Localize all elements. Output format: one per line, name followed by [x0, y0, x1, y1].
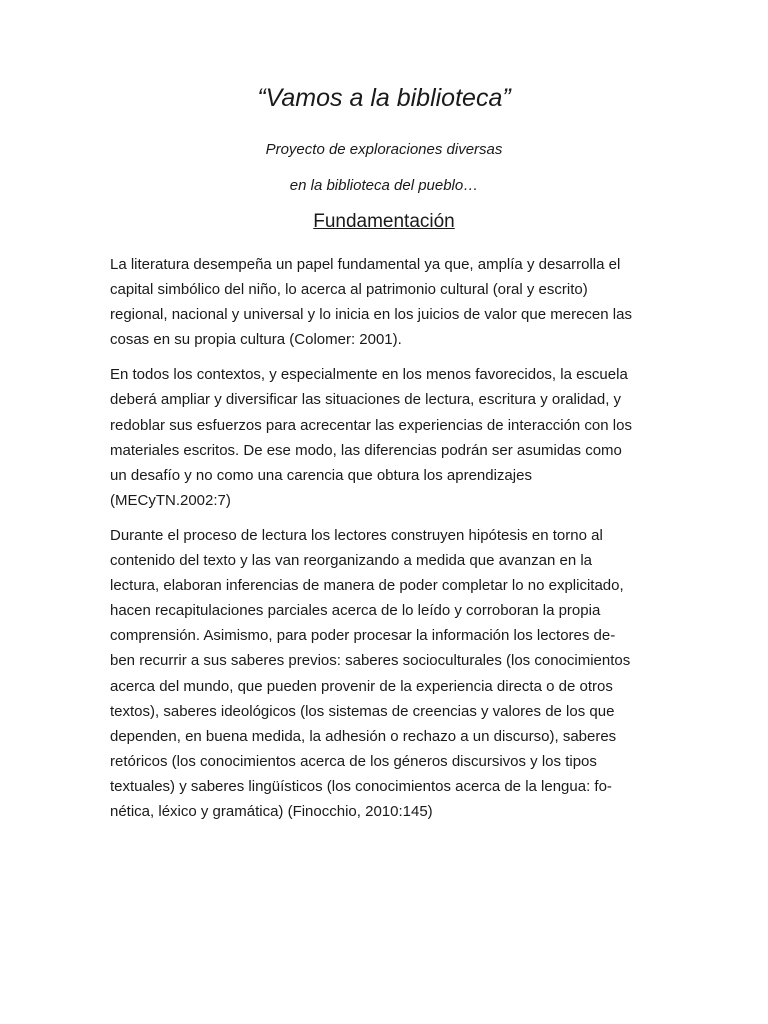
paragraph-line: nética, léxico y gramática) (Finocchio, 2010:145) — [110, 802, 433, 820]
document-body — [110, 252, 655, 834]
paragraph-line: Durante el proceso de lectura los lectores construyen hipótesis en torno al — [110, 526, 603, 544]
paragraph-line: dependen, en buena medida, la adhesión o rechazo a un discurso), saberes — [110, 727, 617, 745]
paragraph-line: materiales escritos. De ese modo, las diferencias podrán ser asumidas como — [110, 441, 622, 459]
paragraph-line: capital simbólico del niño, lo acerca al patrimonio cultural (oral y escrito) — [110, 281, 588, 299]
paragraph-line: hacen recapitulaciones parciales acerca de lo leído y corroboran la propia — [110, 602, 601, 620]
paragraph-line: La literatura desempeña un papel fundamental ya que, amplía y desarrolla el — [110, 256, 621, 273]
paragraph-line: comprensión. Asimismo, para poder procesar la información los lectores de- — [110, 627, 616, 645]
paragraph-line: cosas en su propia cultura (Colomer: 2001). — [110, 331, 402, 349]
paragraph-line: (MECyTN.2002:7) — [110, 491, 231, 509]
paragraph-line: deberá ampliar y diversificar las situaciones de lectura, escritura y oralidad, y — [110, 391, 622, 409]
document-subtitle-line2: en la biblioteca del pueblo… — [289, 177, 479, 194]
paragraph-line: regional, nacional y universal y lo inicia en los juicios de valor que merecen las — [110, 306, 632, 324]
paragraph-1 — [110, 252, 655, 352]
document-title: “Vamos a la biblioteca” — [257, 84, 511, 112]
paragraph-line: ben recurrir a sus saberes previos: saberes socioculturales (los conocimientos — [110, 652, 631, 670]
document-subtitle-line1: Proyecto de exploraciones diversas — [265, 141, 503, 158]
paragraph-line: contenido del texto y las van reorganizando a medida que avanzan en la — [110, 552, 592, 570]
paragraph-line: textuales) y saberes lingüísticos (los conocimientos acerca de la lengua: fo- — [110, 777, 612, 795]
paragraph-line: un desafío y no como una carencia que obtura los aprendizajes — [110, 466, 532, 484]
paragraph-line: lectura, elaboran inferencias de manera de poder completar lo no explicitado, — [110, 577, 624, 595]
paragraph-line: acerca del mundo, que pueden provenir de la experiencia directa o de otros — [110, 677, 613, 695]
paragraph-line: En todos los contextos, y especialmente en los menos favorecidos, la escuela — [110, 366, 628, 384]
paragraph-3 — [110, 523, 655, 824]
paragraph-line: redoblar sus esfuerzos para acrecentar las experiencias de interacción con los — [110, 416, 632, 434]
paragraph-2 — [110, 362, 655, 513]
paragraph-line: textos), saberes ideológicos (los sistemas de creencias y valores de los que — [110, 702, 615, 720]
paragraph-line: retóricos (los conocimientos acerca de los géneros discursivos y los tipos — [110, 752, 597, 770]
section-heading: Fundamentación — [313, 211, 455, 232]
